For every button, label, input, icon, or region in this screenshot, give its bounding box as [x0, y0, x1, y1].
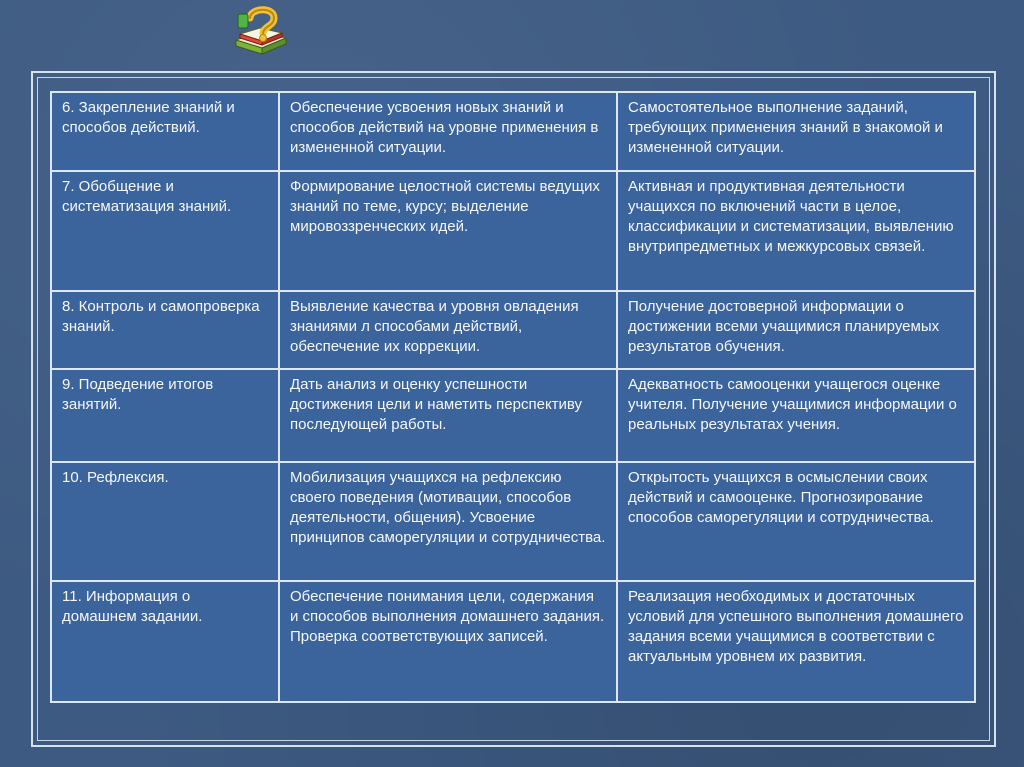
- table-row: [51, 369, 975, 462]
- goal-cell: Обеспечение усвоения новых знаний и способов действий на уровне применения в измененной ситуации.: [279, 92, 617, 171]
- stage-cell: 8. Контроль и самопроверка знаний.: [51, 291, 279, 369]
- table-row: [51, 92, 975, 171]
- goal-cell: Формирование целостной системы ведущих знаний по теме, курсу; выделение мировоззренческих идей.: [279, 171, 617, 291]
- goal-cell: Обеспечение понимания цели, содержания и способов выполнения домашнего задания. Проверка соответствующих записей.: [279, 581, 617, 702]
- stage-cell: 6. Закрепление знаний и способов действий.: [51, 92, 279, 171]
- stage-cell: 7. Обобщение и систематизация знаний.: [51, 171, 279, 291]
- result-cell: Открытость учащихся в осмыслении своих действий и самооценке. Прогнозирование способов саморегуляции и сотрудничества.: [617, 462, 975, 581]
- stage-cell: 10. Рефлексия.: [51, 462, 279, 581]
- stage-cell: 9. Подведение итогов занятий.: [51, 369, 279, 462]
- book-question-mark-icon: [232, 4, 290, 58]
- result-cell: Адекватность самооценки учащегося оценке учителя. Получение учащимися информации о реальных результатах учения.: [617, 369, 975, 462]
- result-cell: Реализация необходимых и достаточных условий для успешного выполнения домашнего задания всеми учащимися в соответствии с актуальным уровнем их развития.: [617, 581, 975, 702]
- table-row: [51, 581, 975, 702]
- table-row: [51, 291, 975, 369]
- table-row: [51, 462, 975, 581]
- result-cell: Активная и продуктивная деятельности учащихся по включений части в целое, классификации и систематизации, выявлению внутрипредметных и межкурсовых связей.: [617, 171, 975, 291]
- table-row: [51, 171, 975, 291]
- result-cell: Получение достоверной информации о достижении всеми учащимися планируемых результатов обучения.: [617, 291, 975, 369]
- stage-cell: 11. Информация о домашнем задании.: [51, 581, 279, 702]
- goal-cell: Мобилизация учащихся на рефлексию своего поведения (мотивации, способов деятельности, общения). Усвоение принципов саморегуляции и сотрудничества.: [279, 462, 617, 581]
- result-cell: Самостоятельное выполнение заданий, требующих применения знаний в знакомой и измененной ситуации.: [617, 92, 975, 171]
- goal-cell: Выявление качества и уровня овладения знаниями л способами действий, обеспечение их коррекции.: [279, 291, 617, 369]
- lesson-stages-table: [50, 91, 976, 703]
- goal-cell: Дать анализ и оценку успешности достижения цели и наметить перспективу последующей работы.: [279, 369, 617, 462]
